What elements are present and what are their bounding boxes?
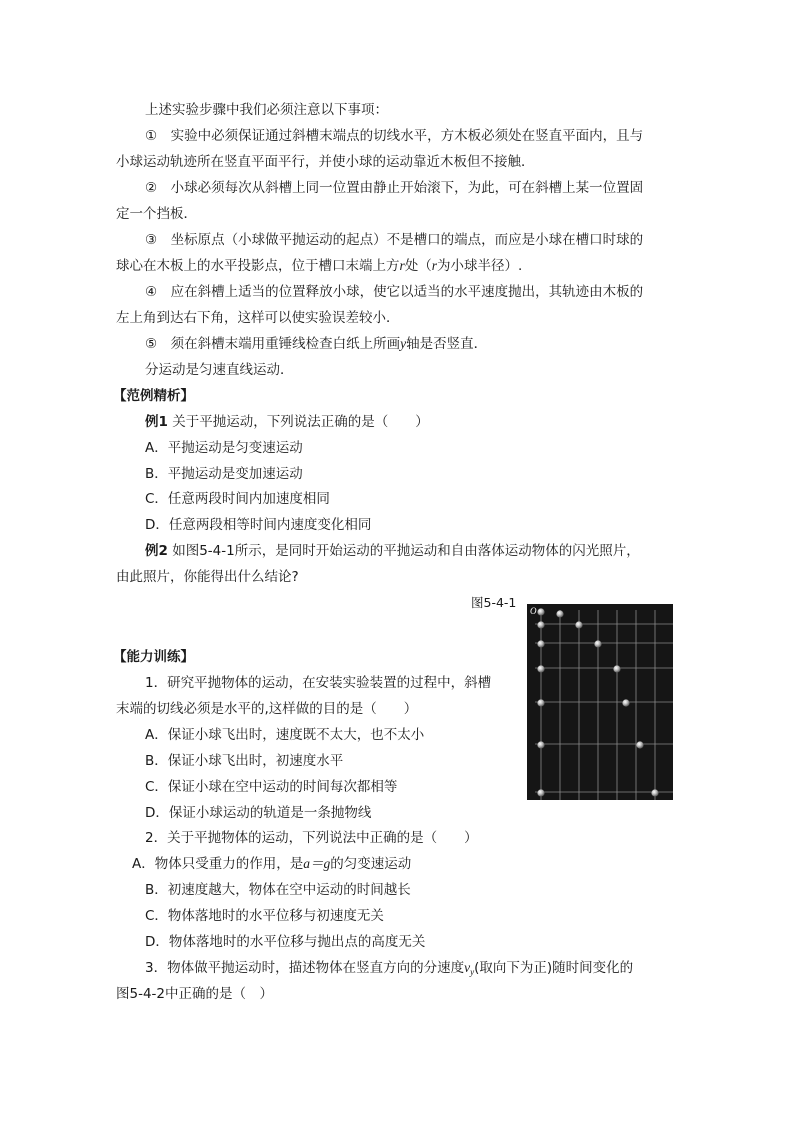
question-2-option-a-text: A．物体只受重力的作用，是 — [132, 856, 304, 872]
projectile-ball — [622, 699, 629, 706]
note-1-line-2: 小球运动轨迹所在竖直平面平行，并使小球的运动靠近木板但不接触． — [116, 154, 535, 170]
note-4-line-2: 左上角到达右下角，这样可以使实验误差较小． — [116, 310, 400, 326]
projectile-ball — [613, 665, 620, 672]
question-1-option-b: B．保证小球飞出时，初速度水平 — [145, 753, 344, 769]
intro-text: 上述实验步骤中我们必须注意以下事项： — [145, 102, 388, 118]
question-2-option-b: B．初速度越大，物体在空中运动的时间越长 — [145, 882, 411, 898]
question-3-line-1 — [145, 959, 633, 981]
example-2-text: 如图5-4-1所示，是同时开始运动的平抛运动和自由落体运动物体的闪光照片， — [167, 543, 640, 559]
example-2-label: 例2 — [145, 543, 168, 559]
question-3-text-b: (取向下为正)随时间变化的 — [474, 960, 634, 976]
free-fall-ball — [537, 741, 544, 748]
note-5-line — [145, 335, 487, 353]
radius-symbol-2: r — [431, 258, 438, 273]
question-2: 2．关于平抛物体的运动，下列说法中正确的是（ ） — [145, 830, 478, 846]
example-2-line-2: 由此照片，你能得出什么结论? — [116, 569, 299, 585]
question-2-option-c: C．物体落地时的水平位移与初速度无关 — [145, 908, 384, 924]
example-1-text: 关于平抛运动，下列说法正确的是（ ） — [167, 414, 429, 430]
note-3-line-1: ③ 坐标原点（小球做平抛运动的起点）不是槽口的端点，而应是小球在槽口时球的 — [145, 232, 644, 248]
example-1-label: 例1 — [145, 414, 168, 430]
velocity-symbol: v — [464, 960, 471, 975]
free-fall-ball — [537, 640, 544, 647]
radius-symbol: r — [399, 258, 405, 273]
question-1-option-a: A．保证小球飞出时，速度既不太大，也不太小 — [145, 727, 425, 743]
projectile-ball — [594, 640, 601, 647]
flash-photo-figure — [527, 604, 673, 800]
projectile-ball — [651, 789, 658, 796]
note-2-line-1: ② 小球必须每次从斜槽上同一位置由静止开始滚下，为此，可在斜槽上某一位置固 — [145, 180, 644, 196]
photo-origin-label: O — [530, 606, 537, 616]
y-axis-symbol: y — [400, 336, 407, 351]
note-4-line-1: ④ 应在斜槽上适当的位置释放小球，使它以适当的水平速度抛出，其轨迹由木板的 — [145, 284, 644, 300]
question-2-option-a-tail: 的匀变速运动 — [330, 856, 412, 872]
free-fall-ball — [537, 621, 544, 628]
free-fall-ball — [537, 789, 544, 796]
training-heading: 【能力训练】 — [113, 649, 194, 665]
example-1-question — [145, 413, 429, 431]
projectile-ball — [636, 741, 643, 748]
flash-photo-svg — [527, 604, 673, 800]
free-fall-ball — [537, 665, 544, 672]
example-1-option-c: C．任意两段时间内加速度相同 — [145, 491, 330, 507]
question-2-option-d: D．物体落地时的水平位移与抛出点的高度无关 — [145, 934, 426, 950]
projectile-ball — [575, 621, 582, 628]
note-6-line: 分运动是匀速直线运动． — [145, 362, 294, 378]
question-1-option-c: C．保证小球在空中运动的时间每次都相等 — [145, 779, 398, 795]
free-fall-ball — [537, 699, 544, 706]
example-1-option-d: D．任意两段相等时间内速度变化相同 — [145, 517, 372, 533]
question-2-option-a — [132, 855, 411, 873]
example-1-option-b: B．平抛运动是变加速运动 — [145, 466, 303, 482]
note-3-text-a: 球心在木板上的水平投影点，位于槽口末端上方 — [116, 258, 400, 274]
question-1-option-d: D．保证小球运动的轨道是一条抛物线 — [145, 805, 372, 821]
note-5-text-a: ⑤ 须在斜槽末端用重锤线检查白纸上所画 — [145, 336, 401, 352]
question-1-line-2: 末端的切线必须是水平的,这样做的目的是（ ） — [116, 701, 418, 717]
question-3-text-a: 3．物体做平抛运动时，描述物体在竖直方向的分速度 — [145, 960, 465, 976]
free-fall-ball — [537, 608, 544, 615]
note-2-line-2: 定一个挡板． — [116, 206, 197, 222]
velocity-subscript: y — [470, 967, 475, 977]
question-3-line-2: 图5-4-2中正确的是（ ） — [116, 986, 274, 1002]
equation-a-equals-g: a＝g — [303, 856, 331, 871]
note-3-line-2 — [116, 257, 522, 275]
note-3-text-b: 处（ — [404, 258, 432, 274]
note-1-line-1: ① 实验中必须保证通过斜槽末端点的切线水平，方木板必须处在竖直平面内，且与 — [145, 128, 644, 144]
question-1-line-1: 1．研究平抛物体的运动，在安装实验装置的过程中，斜槽 — [145, 675, 492, 691]
projectile-ball — [556, 610, 563, 617]
figure-caption: 图5-4-1 — [471, 595, 517, 610]
note-5-text-b: 轴是否竖直． — [406, 336, 488, 352]
note-3-text-c: 为小球半径）. — [437, 258, 523, 274]
example-2-line-1 — [145, 542, 640, 560]
examples-heading: 【范例精析】 — [113, 388, 194, 404]
example-1-option-a: A．平抛运动是匀变速运动 — [145, 440, 303, 456]
